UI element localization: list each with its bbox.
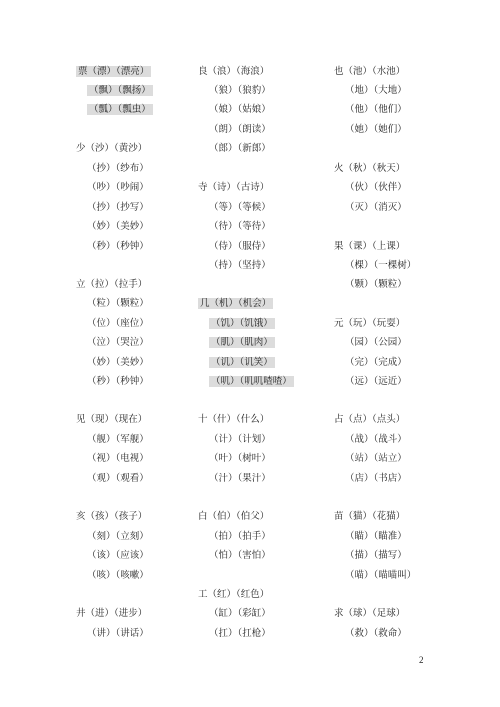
entry-line: （他）（他们）	[345, 104, 407, 115]
entry-line: 寺（诗）（古诗）	[198, 182, 270, 193]
entry-line: （瓢）（瓢虫）	[89, 104, 151, 115]
entry-line: （讥）（讥笑）	[211, 357, 273, 368]
entry-line: （缸）（彩缸）	[209, 608, 271, 619]
entry-line: （扛）（扛枪）	[209, 628, 271, 639]
entry-line: （叶）（树叶）	[209, 453, 271, 464]
entry-line: （拍）（拍手）	[209, 531, 271, 542]
entry-line: 几（机）（机会）	[200, 298, 272, 309]
entry-line: （视）（电视）	[87, 453, 149, 464]
entry-line: （粒）（颗粒）	[87, 298, 149, 309]
entry-line: （园）（公园）	[345, 337, 407, 348]
entry-line: （持）（坚持）	[209, 260, 271, 271]
entry-line: （舰）（军舰）	[87, 434, 149, 445]
entry-line: 求（球）（足球）	[334, 608, 406, 619]
entry-line: （秒）（秒钟）	[87, 241, 149, 252]
entry-line: （棵）（一棵树）	[345, 260, 417, 271]
entry-line: （远）（远近）	[345, 376, 407, 387]
entry-line: （泣）（哭泣）	[87, 337, 149, 348]
entry-line: （秒）（秒钟）	[87, 376, 149, 387]
entry-line: 良（浪）（海浪）	[198, 66, 270, 77]
entry-line: （妙）（美妙）	[87, 221, 149, 232]
entry-line: （战）（战斗）	[345, 434, 407, 445]
entry-line: （妙）（美妙）	[87, 357, 149, 368]
entry-line: （郎）（新郎）	[209, 143, 271, 154]
entry-line: 票（漂）（漂亮）	[78, 66, 150, 77]
entry-line: 立（拉）（拉手）	[76, 279, 148, 290]
entry-line: 见（现）（现在）	[76, 414, 148, 425]
entry-line: （喵）（喵喵叫）	[345, 570, 417, 581]
entry-line: （刻）（立刻）	[87, 531, 149, 542]
entry-line: 也（池）（水池）	[334, 66, 406, 77]
entry-line: （侍）（服侍）	[209, 241, 271, 252]
entry-line: （讲）（讲话）	[87, 628, 149, 639]
entry-line: （计）（计划）	[209, 434, 271, 445]
entry-line: （颗）（颗粒）	[345, 279, 407, 290]
entry-line: （伙）（伙伴）	[345, 182, 407, 193]
entry-line: 苗（猫）（花猫）	[334, 511, 406, 522]
entry-line: 亥（孩）（孩子）	[76, 511, 148, 522]
entry-line: 工（红）（红色）	[198, 589, 270, 600]
entry-line: （饥）（饥饿）	[211, 318, 273, 329]
entry-line: 占（点）（点头）	[334, 414, 406, 425]
entry-line: （等）（等候）	[209, 202, 271, 213]
entry-line: （地）（大地）	[345, 85, 407, 96]
entry-line: （抄）（纱布）	[87, 163, 149, 174]
entry-line: （待）（等待）	[209, 221, 271, 232]
entry-line: （灭）（消灭）	[345, 202, 407, 213]
entry-line: （观）（观看）	[87, 473, 149, 484]
entry-line: 元（玩）（玩耍）	[334, 318, 406, 329]
entry-line: （位）（座位）	[87, 318, 149, 329]
entry-line: （她）（她们）	[345, 124, 407, 135]
entry-line: 火（秋）（秋天）	[334, 163, 406, 174]
entry-line: 白（伯）（伯父）	[198, 511, 270, 522]
entry-line: （怕）（害怕）	[209, 550, 271, 561]
entry-line: （抄）（抄写）	[87, 202, 149, 213]
entry-line: （叽）（叽叽喳喳）	[211, 376, 292, 387]
page-number: 2	[419, 655, 424, 665]
entry-line: （该）（应该）	[87, 550, 149, 561]
entry-line: （吵）（吵闹）	[87, 182, 149, 193]
entry-line: （救）（救命）	[345, 628, 407, 639]
entry-line: （飘）（飘扬）	[89, 85, 151, 96]
entry-line: （娘）（姑娘）	[209, 104, 271, 115]
entry-line: （站）（站立）	[345, 453, 407, 464]
entry-line: （朗）（朗读）	[209, 124, 271, 135]
entry-line: （狼）（狼豹）	[209, 85, 271, 96]
entry-line: （咳）（咳嗽）	[87, 570, 149, 581]
entry-line: 少（沙）（黄沙）	[76, 143, 148, 154]
entry-line: （描）（描写）	[345, 550, 407, 561]
entry-line: 井（进）（进步）	[76, 608, 148, 619]
entry-line: （肌）（肌肉）	[211, 337, 273, 348]
entry-line: （完）（完成）	[345, 357, 407, 368]
entry-line: 十（什）（什么）	[198, 414, 270, 425]
entry-line: （汁）（果汁）	[209, 473, 271, 484]
entry-line: （店）（书店）	[345, 473, 407, 484]
entry-line: 果（课）（上课）	[334, 241, 406, 252]
entry-line: （瞄）（瞄准）	[345, 531, 407, 542]
